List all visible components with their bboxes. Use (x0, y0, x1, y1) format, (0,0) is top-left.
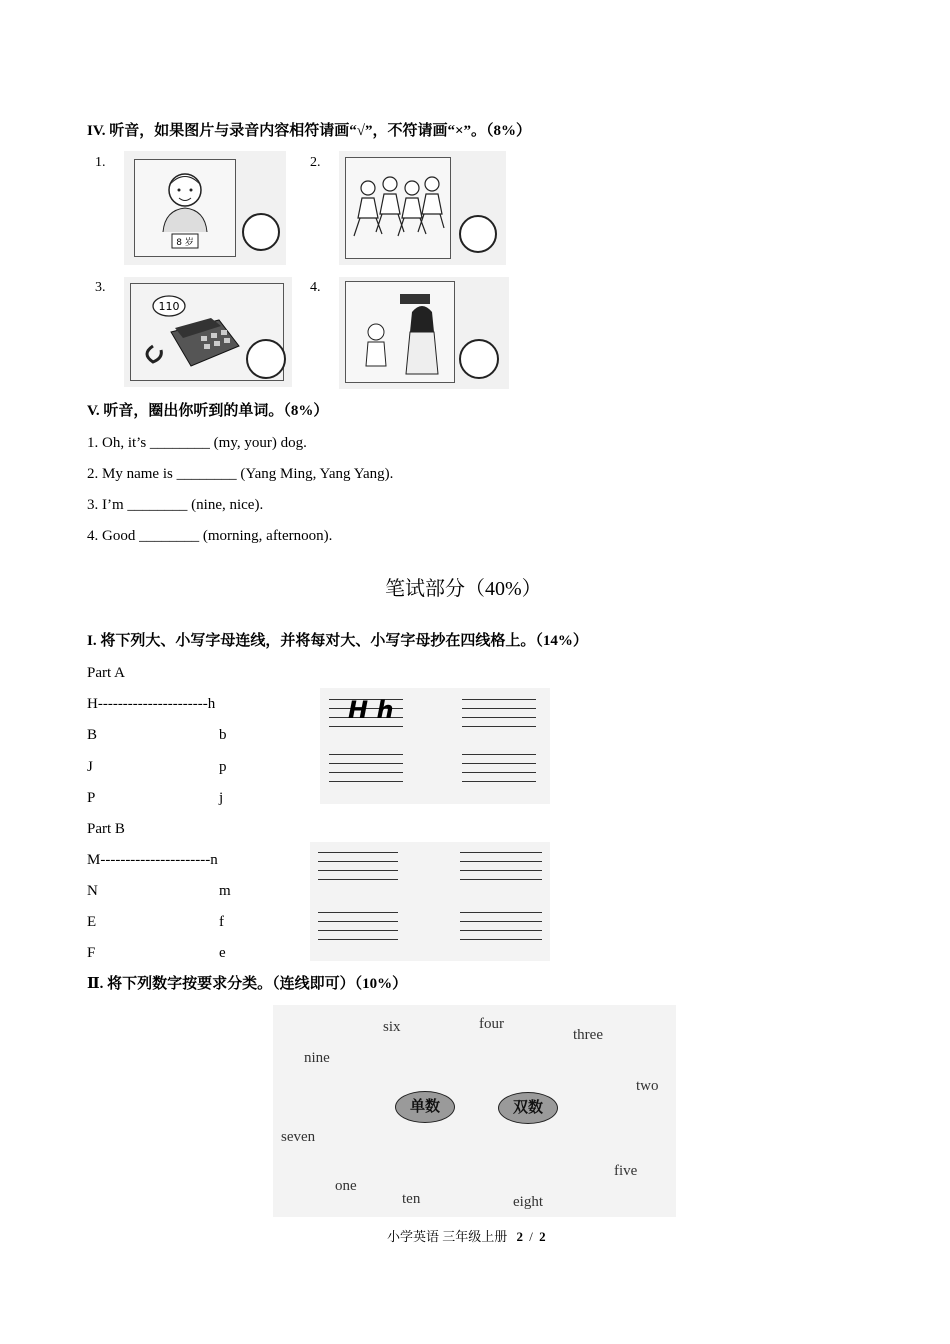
phone-number-caption: 110 (158, 300, 180, 313)
footer-total: 2 (539, 1229, 546, 1244)
answer-circle[interactable] (246, 339, 286, 379)
telephone-picture (124, 277, 292, 387)
lowercase-letter: j (219, 790, 224, 806)
section-5-title: V. 听音，圈出你听到的单词。（8%） (87, 403, 329, 419)
number-word[interactable]: eight (513, 1194, 543, 1210)
listen-line-1: 1. Oh, it’s ________ (my, your) dog. (87, 435, 307, 451)
answer-circle[interactable] (459, 339, 499, 379)
sample-letters: H h (348, 696, 394, 724)
footer-page: 2 (516, 1229, 524, 1244)
number-word[interactable]: nine (304, 1050, 330, 1066)
written-part-heading: 笔试部分（40%） (385, 578, 542, 600)
boy-icon (135, 160, 235, 256)
number-sorting-picture (273, 1005, 676, 1217)
uppercase-letter: P (87, 790, 96, 806)
section-i-title: I. 将下列大、小写字母连线，并将每对大、小写字母抄在四线格上。（14%） (87, 633, 588, 649)
lowercase-letter: f (219, 914, 224, 930)
answer-circle[interactable] (242, 213, 280, 251)
part-a-example: H----------------------h (87, 696, 216, 712)
lowercase-letter: m (219, 883, 231, 899)
page-footer (387, 1226, 546, 1245)
four-line-grid-b[interactable] (310, 842, 550, 961)
boy-age-picture (124, 151, 286, 265)
lowercase-letter: p (219, 759, 227, 775)
four-line-grid-a[interactable] (320, 688, 550, 804)
uppercase-letter: B (87, 727, 98, 743)
number-word[interactable]: seven (281, 1129, 316, 1145)
age-caption: 8 岁 (176, 238, 194, 248)
uppercase-letter: J (87, 759, 93, 775)
part-b-example: M----------------------n (87, 852, 218, 868)
part-a-label: Part A (87, 665, 125, 681)
number-word[interactable]: six (383, 1019, 401, 1035)
even-category-oval[interactable]: 双数 (498, 1092, 558, 1124)
section-4-title: IV. 听音，如果图片与录音内容相符请画“√”，不符请画“×”。（8%） (87, 123, 532, 139)
number-word[interactable]: four (479, 1016, 504, 1032)
listen-line-4: 4. Good ________ (morning, afternoon). (87, 528, 333, 544)
footer-subject: 小学英语 三年级上册 (387, 1229, 508, 1244)
part-b-label: Part B (87, 821, 125, 837)
number-word[interactable]: ten (402, 1191, 421, 1207)
odd-category-oval[interactable]: 单数 (395, 1091, 455, 1123)
uppercase-letter: N (87, 883, 98, 899)
item-number: 3. (95, 280, 106, 295)
uppercase-letter: E (87, 914, 97, 930)
lowercase-letter: b (219, 727, 227, 743)
number-word[interactable]: five (614, 1163, 638, 1179)
uppercase-letter: F (87, 945, 96, 961)
answer-circle[interactable] (459, 215, 497, 253)
listen-line-2: 2. My name is ________ (Yang Ming, Yang Yang). (87, 466, 394, 482)
section-ii-title: Ⅱ. 将下列数字按要求分类。（连线即可）（10%） (87, 976, 408, 992)
teacher-icon (346, 282, 454, 382)
number-word[interactable]: two (636, 1078, 659, 1094)
item-number: 1. (95, 155, 106, 170)
item-number: 2. (310, 155, 321, 170)
teacher-student-picture (339, 277, 509, 389)
number-word[interactable]: one (335, 1178, 357, 1194)
telephone-icon (131, 284, 243, 380)
item-number: 4. (310, 280, 321, 295)
footer-separator: / (529, 1229, 533, 1244)
children-icon (346, 158, 450, 258)
children-dancing-picture (339, 151, 506, 265)
lowercase-letter: e (219, 945, 226, 961)
listen-line-3: 3. I’m ________ (nine, nice). (87, 497, 264, 513)
number-word[interactable]: three (573, 1027, 603, 1043)
